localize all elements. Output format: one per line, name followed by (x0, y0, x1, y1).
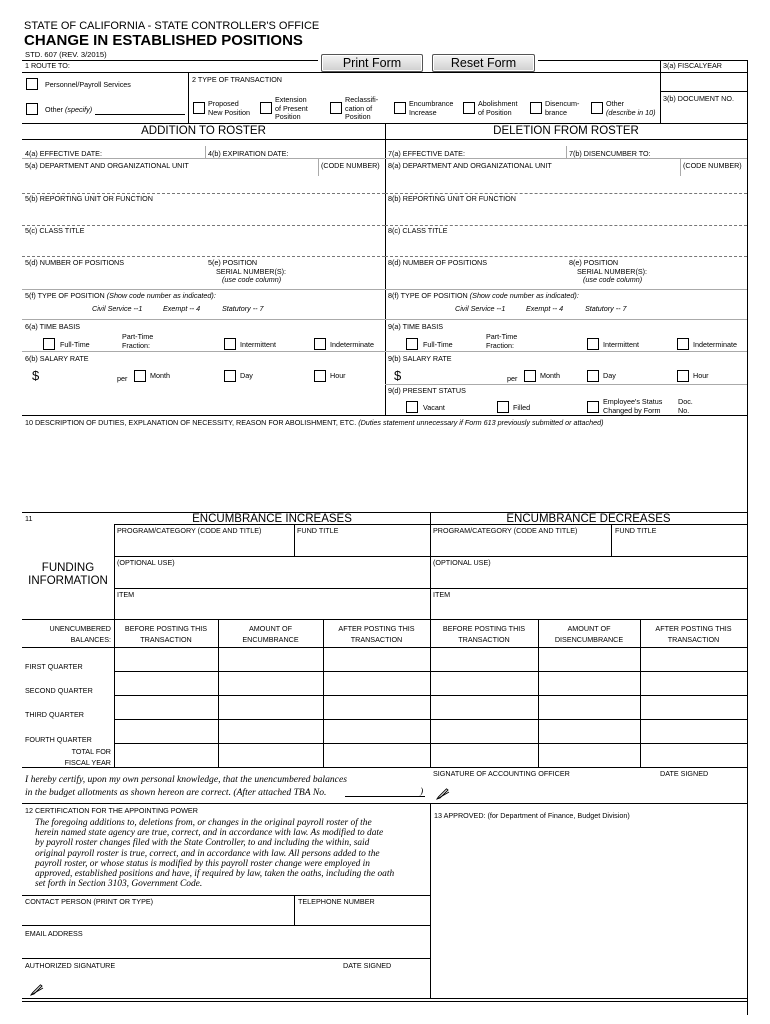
del-class-title-label: 8(c) CLASS TITLE (388, 226, 448, 235)
third-quarter-label: THIRD QUARTER (25, 710, 84, 719)
amount-disencumbrance-header: AMOUNT OF DISENCUMBRANCE (554, 624, 624, 644)
add-reporting-unit-label: 5(b) REPORTING UNIT OR FUNCTION (25, 194, 153, 203)
del-present-status-label: 9(d) PRESENT STATUS (388, 386, 466, 395)
del-indeterminate-checkbox[interactable] (677, 338, 689, 350)
add-class-title-label: 5(c) CLASS TITLE (25, 226, 85, 235)
pen-icon (30, 984, 44, 996)
agency-name: STATE OF CALIFORNIA - STATE CONTROLLER'S OFFICE (24, 20, 320, 32)
add-dept-label: 5(a) DEPARTMENT AND ORGANIZATIONAL UNIT (25, 161, 189, 170)
tba-number-field[interactable] (345, 796, 425, 797)
inc-optional-label: (OPTIONAL USE) (117, 558, 175, 567)
fourth-quarter-label: FOURTH QUARTER (25, 735, 92, 744)
appointing-power-label: 12 CERTIFICATION FOR THE APPOINTING POWER (25, 806, 198, 815)
dec-fund-title-label: FUND TITLE (615, 526, 657, 535)
del-civil-service: Civil Service --1 (455, 304, 506, 313)
add-day-checkbox[interactable] (224, 370, 236, 382)
del-disencumber-label: 7(b) DISENCUMBER TO: (569, 149, 651, 158)
add-hour-label: Hour (330, 371, 346, 380)
funding-information-label: FUNDING INFORMATION (28, 562, 108, 587)
add-dollar-sign: $ (32, 368, 40, 383)
add-month-checkbox[interactable] (134, 370, 146, 382)
del-num-positions-label: 8(d) NUMBER OF POSITIONS (388, 258, 488, 267)
del-dept-label: 8(a) DEPARTMENT AND ORGANIZATIONAL UNIT (388, 161, 552, 170)
add-num-positions-label: 5(d) NUMBER OF POSITIONS (25, 258, 125, 267)
proposed-new-position-label: Proposed New Position (208, 99, 250, 117)
deletion-roster-heading: DELETION FROM ROSTER (493, 125, 639, 137)
description-label: 10 DESCRIPTION OF DUTIES, EXPLANATION OF NECESSITY, REASON FOR ABOLISHMENT, ETC. (Duties statement unnecessary if Form 613 previously submitted or attached) (25, 418, 604, 427)
reclassification-label: Reclassifi- cation of Position (345, 95, 379, 122)
accounting-date-signed-label: DATE SIGNED (660, 769, 709, 778)
del-intermittent-checkbox[interactable] (587, 338, 599, 350)
extension-label: Extension of Present Position (275, 95, 308, 122)
proposed-new-position-checkbox[interactable] (193, 102, 205, 114)
del-full-time-checkbox[interactable] (406, 338, 418, 350)
total-fiscal-year-label: TOTAL FOR FISCAL YEAR (64, 747, 111, 767)
add-part-time-label: Part-Time Fraction: (122, 332, 154, 350)
del-filled-label: Filled (513, 403, 531, 412)
del-hour-checkbox[interactable] (677, 370, 689, 382)
disencumbrance-label: Disencum- brance (545, 99, 580, 117)
route-other-specify-field[interactable] (95, 114, 185, 115)
add-hour-checkbox[interactable] (314, 370, 326, 382)
dec-after-posting-header: AFTER POSTING THIS TRANSACTION (655, 624, 732, 644)
add-intermittent-checkbox[interactable] (224, 338, 236, 350)
add-time-basis-label: 6(a) TIME BASIS (25, 322, 80, 331)
authorized-signature-label: AUTHORIZED SIGNATURE (25, 961, 116, 970)
add-full-time-checkbox[interactable] (43, 338, 55, 350)
inc-item-label: ITEM (117, 590, 135, 599)
del-employee-status-label: Employee's Status Changed by Form (603, 397, 663, 415)
del-dollar-sign: $ (394, 368, 402, 383)
funding-section-number: 11 (25, 514, 33, 523)
del-statutory: Statutory -- 7 (585, 304, 627, 313)
del-code-number-label: (CODE NUMBER) (683, 161, 742, 170)
del-day-checkbox[interactable] (587, 370, 599, 382)
disencumbrance-checkbox[interactable] (530, 102, 542, 114)
email-address-label: EMAIL ADDRESS (25, 929, 83, 938)
add-type-position-label: 5(f) TYPE OF POSITION (Show code number as indicated): (25, 291, 216, 300)
inc-program-label: PROGRAM/CATEGORY (CODE AND TITLE) (117, 526, 262, 535)
add-intermittent-label: Intermittent (240, 340, 276, 349)
encumbrance-increases-heading: ENCUMBRANCE INCREASES (192, 513, 352, 525)
route-to-label: 1 ROUTE TO: (25, 61, 70, 70)
appointing-date-signed-label: DATE SIGNED (343, 961, 392, 970)
pen-icon (436, 788, 450, 800)
add-month-label: Month (150, 371, 170, 380)
del-employee-status-checkbox[interactable] (587, 401, 599, 413)
del-effective-date-label: 7(a) EFFECTIVE DATE: (388, 149, 465, 158)
del-doc-no-label: Doc. No. (678, 397, 693, 415)
inc-after-posting-header: AFTER POSTING THIS TRANSACTION (338, 624, 415, 644)
other-transaction-label: Other (describe in 10) (606, 99, 656, 117)
reset-form-button[interactable]: Reset Form (432, 54, 535, 72)
other-transaction-checkbox[interactable] (591, 102, 603, 114)
form-number: STD. 607 (REV. 3/2015) (25, 50, 107, 59)
add-salary-rate-label: 6(b) SALARY RATE (25, 354, 89, 363)
fiscal-year-label: 3(a) FISCALYEAR (663, 61, 722, 70)
del-exempt: Exempt -- 4 (526, 304, 564, 313)
second-quarter-label: SECOND QUARTER (25, 686, 93, 695)
route-other-checkbox[interactable] (26, 103, 38, 115)
print-form-button[interactable]: Print Form (321, 54, 423, 72)
abolishment-label: Abolishment of Position (478, 99, 518, 117)
dec-item-label: ITEM (433, 590, 451, 599)
add-indeterminate-label: Indeterminate (330, 340, 374, 349)
add-serial-label: 5(e) POSITION SERIAL NUMBER(S): (use code column) (208, 258, 287, 285)
del-reporting-unit-label: 8(b) REPORTING UNIT OR FUNCTION (388, 194, 516, 203)
inc-fund-title-label: FUND TITLE (297, 526, 339, 535)
encumbrance-increase-label: Encumbrance Increase (409, 99, 454, 117)
del-serial-label: 8(e) POSITION SERIAL NUMBER(S): (use code column) (569, 258, 648, 285)
route-personnel-label: Personnel/Payroll Services (45, 80, 131, 89)
del-time-basis-label: 9(a) TIME BASIS (388, 322, 443, 331)
del-per-label: per (507, 374, 518, 383)
transaction-type-label: 2 TYPE OF TRANSACTION (192, 75, 282, 84)
addition-roster-heading: ADDITION TO ROSTER (141, 125, 266, 137)
document-no-label: 3(b) DOCUMENT NO. (663, 94, 734, 103)
add-per-label: per (117, 374, 128, 383)
del-day-label: Day (603, 371, 616, 380)
form-title: CHANGE IN ESTABLISHED POSITIONS (24, 32, 303, 49)
add-code-number-label: (CODE NUMBER) (321, 161, 380, 170)
del-vacant-checkbox[interactable] (406, 401, 418, 413)
add-effective-date-label: 4(a) EFFECTIVE DATE: (25, 149, 102, 158)
approved-finance-label: 13 APPROVED: (for Department of Finance, Budget Division) (434, 811, 630, 820)
del-hour-label: Hour (693, 371, 709, 380)
telephone-number-label: TELEPHONE NUMBER (298, 897, 375, 906)
add-expiration-date-label: 4(b) EXPIRATION DATE: (208, 149, 289, 158)
del-filled-checkbox[interactable] (497, 401, 509, 413)
dec-before-posting-header: BEFORE POSTING THIS TRANSACTION (442, 624, 526, 644)
dec-optional-label: (OPTIONAL USE) (433, 558, 491, 567)
contact-person-label: CONTACT PERSON (PRINT OR TYPE) (25, 897, 154, 906)
unencumbered-balances-label: UNENCUMBERED BALANCES: (49, 624, 111, 644)
del-month-label: Month (540, 371, 560, 380)
certify-statement: I hereby certify, upon my own personal knowledge, that the unencumbered balances in the budget allotments as shown hereon are correct. (After attached TBA No. (25, 774, 347, 798)
amount-encumbrance-header: AMOUNT OF ENCUMBRANCE (242, 624, 299, 644)
dec-program-label: PROGRAM/CATEGORY (CODE AND TITLE) (433, 526, 578, 535)
route-other-label: Other (specify) (45, 105, 93, 114)
del-vacant-label: Vacant (423, 403, 445, 412)
add-statutory: Statutory -- 7 (222, 304, 264, 313)
inc-before-posting-header: BEFORE POSTING THIS TRANSACTION (124, 624, 208, 644)
encumbrance-increase-checkbox[interactable] (394, 102, 406, 114)
add-civil-service: Civil Service --1 (92, 304, 143, 313)
add-exempt: Exempt -- 4 (163, 304, 201, 313)
del-salary-rate-label: 9(b) SALARY RATE (388, 354, 452, 363)
certify-close-paren: ) (420, 786, 424, 797)
del-intermittent-label: Intermittent (603, 340, 639, 349)
del-part-time-label: Part-Time Fraction: (486, 332, 518, 350)
add-indeterminate-checkbox[interactable] (314, 338, 326, 350)
extension-checkbox[interactable] (260, 102, 272, 114)
reclassification-checkbox[interactable] (330, 102, 342, 114)
appointing-certification-text: The foregoing additions to, deletions from, or changes in the original payroll roster of the herein named state agency are true, correct, and in accordance with law. As modified to date by payroll roster changes filed with the State Controller, to and including the within, said original payroll roster is true, correct, and in accordance with law. All persons added to the payroll roster, or whose status is modified by this payroll roster change were employed in approved, established positions and have, if required by law, taken the oaths, including the oath set forth in Section 3103, Government Code. (35, 818, 395, 890)
add-day-label: Day (240, 371, 253, 380)
del-month-checkbox[interactable] (524, 370, 536, 382)
accounting-officer-signature-label: SIGNATURE OF ACCOUNTING OFFICER (433, 769, 570, 778)
del-type-position-label: 8(f) TYPE OF POSITION (Show code number as indicated): (388, 291, 579, 300)
first-quarter-label: FIRST QUARTER (25, 662, 83, 671)
route-personnel-checkbox[interactable] (26, 78, 38, 90)
encumbrance-decreases-heading: ENCUMBRANCE DECREASES (506, 513, 671, 525)
del-full-time-label: Full-Time (423, 340, 453, 349)
del-indeterminate-label: Indeterminate (693, 340, 737, 349)
add-full-time-label: Full-Time (60, 340, 90, 349)
abolishment-checkbox[interactable] (463, 102, 475, 114)
description-field[interactable] (23, 430, 746, 510)
